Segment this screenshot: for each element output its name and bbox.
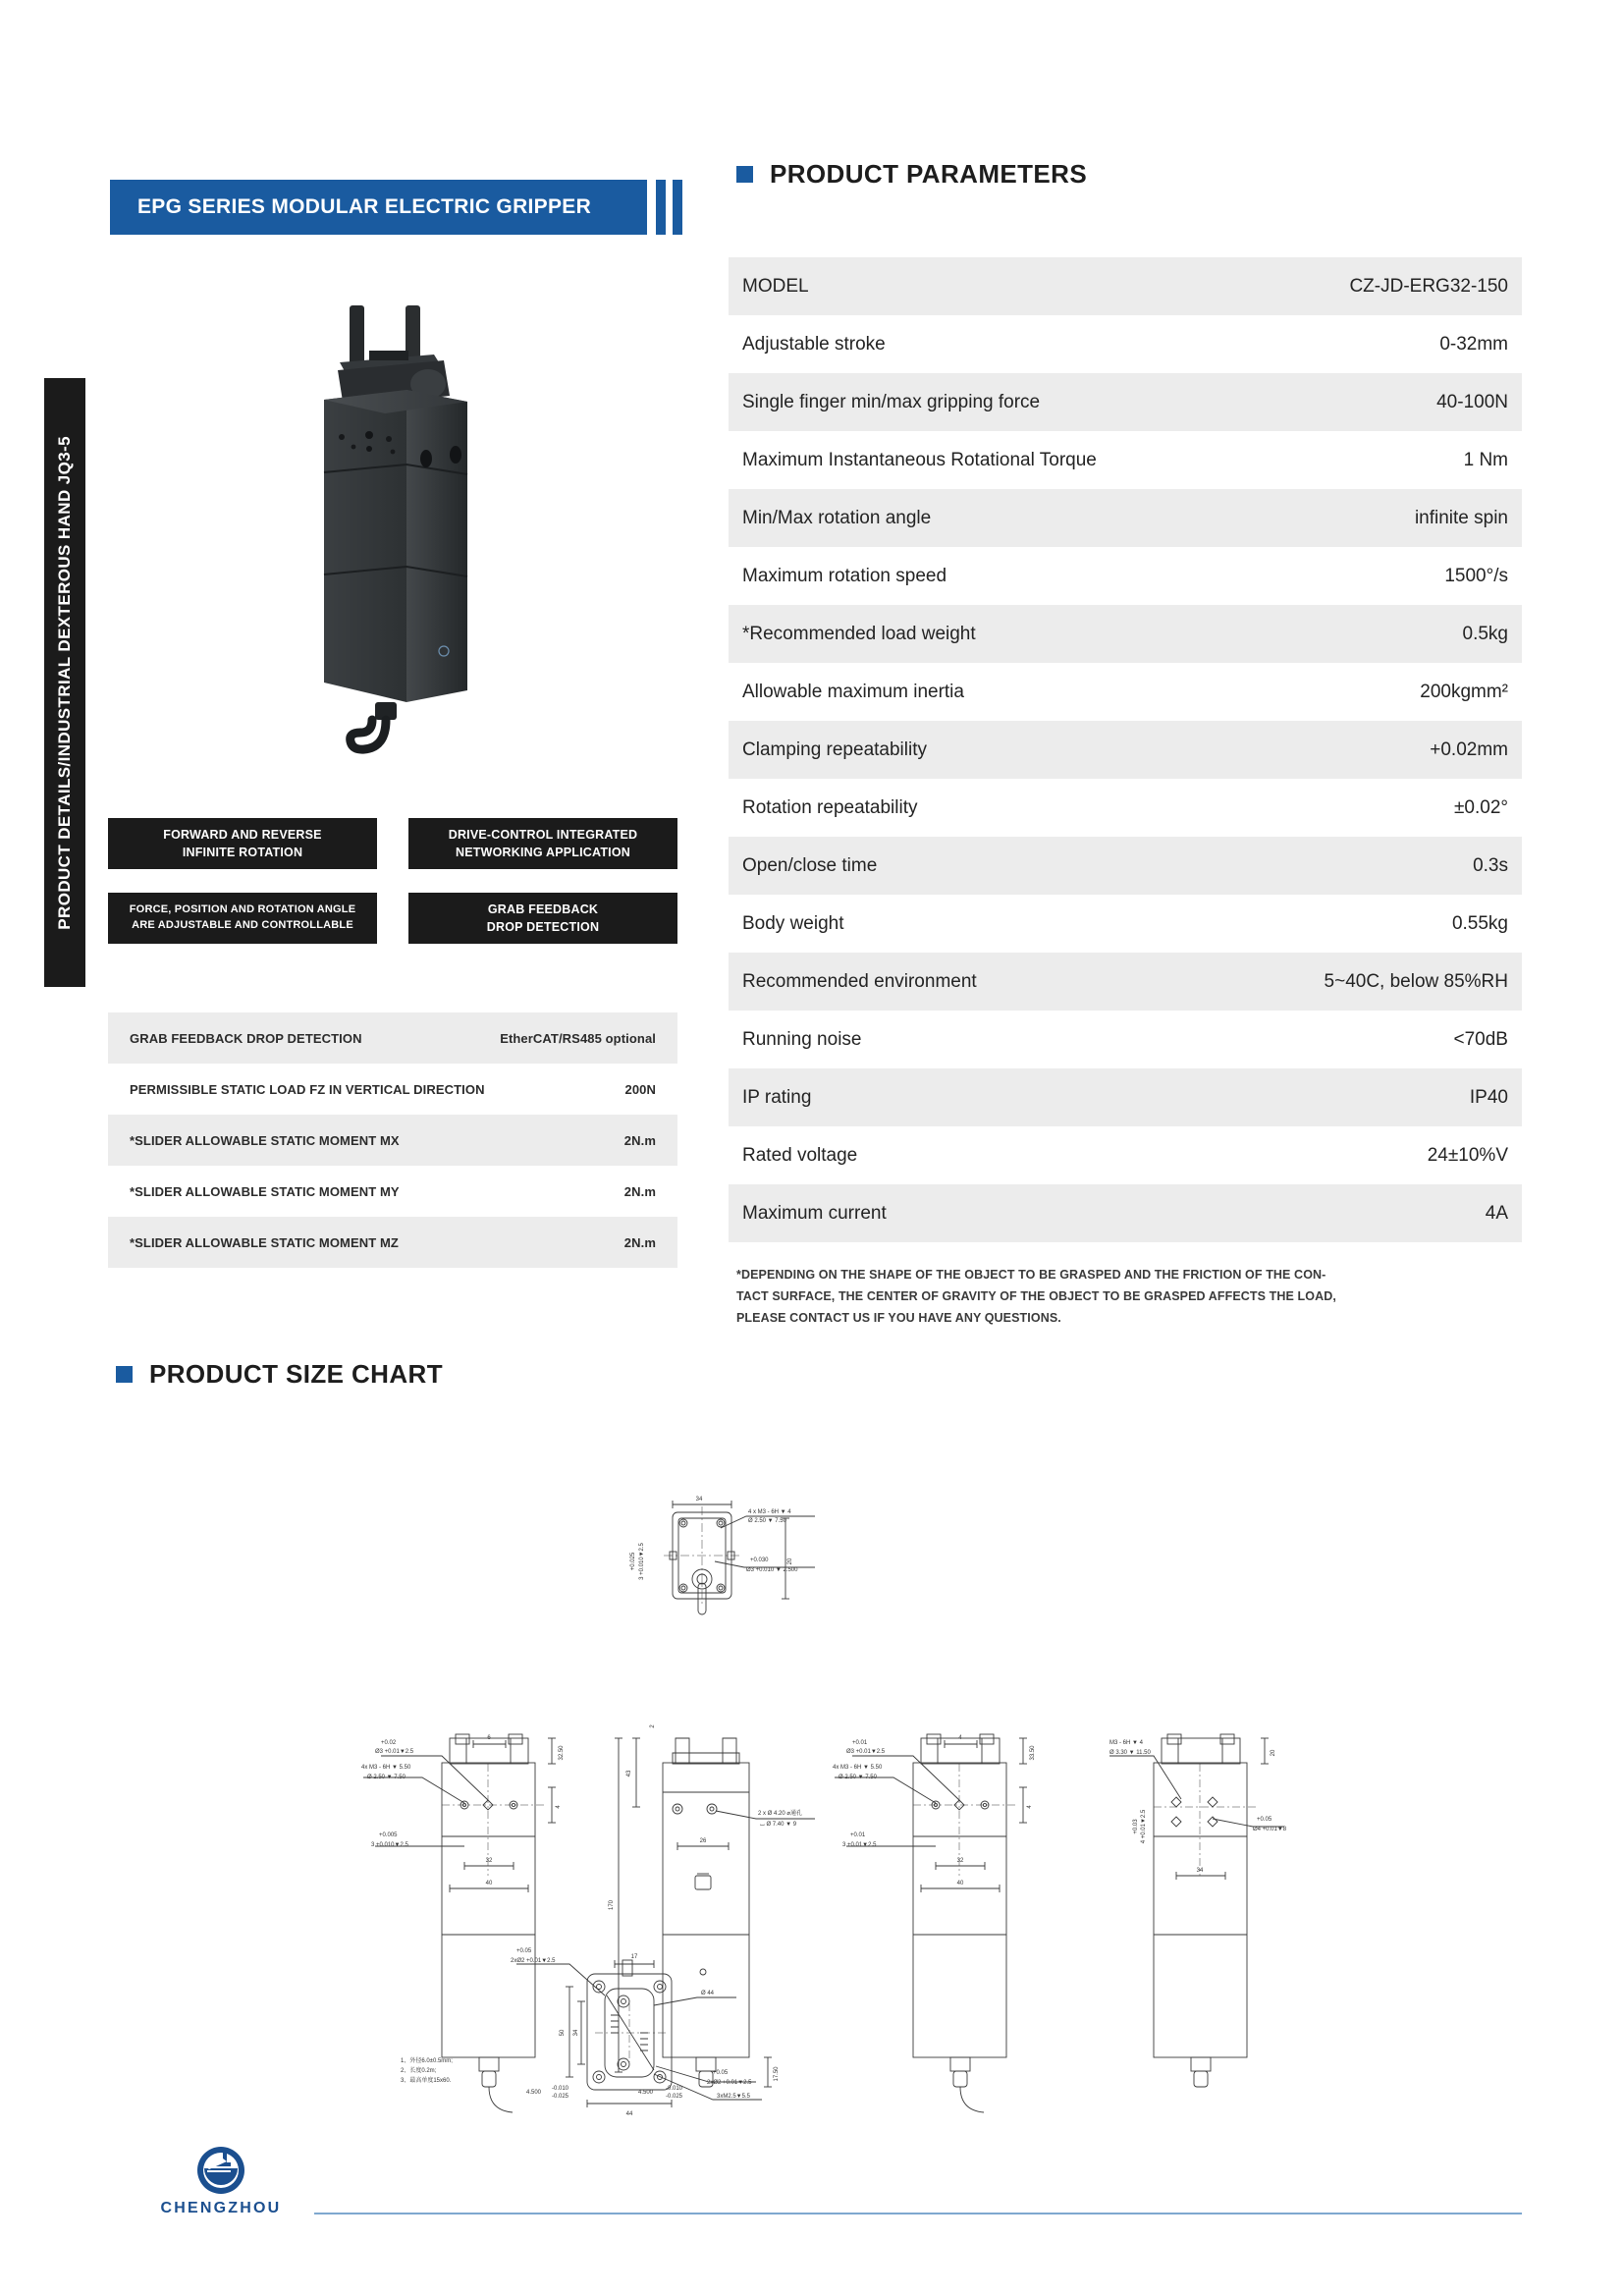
svg-text:-0.010: -0.010 [666,2086,683,2092]
gripper-illustration [295,290,520,781]
parameter-value: ±0.02° [1453,796,1508,818]
product-title-banner [110,180,682,235]
banner-accent-bar-1 [656,180,666,235]
svg-text:Ø 2.50 ▼ 7.50: Ø 2.50 ▼ 7.50 [748,1518,786,1524]
svg-text:-0.025: -0.025 [552,2094,569,2100]
svg-text:170: 170 [609,1899,615,1911]
svg-text:40: 40 [485,1881,493,1886]
svg-text:17.50: 17.50 [774,2066,780,2082]
cad-drawing-set [324,1414,1306,2117]
svg-text:M3 - 6H ▼ 4: M3 - 6H ▼ 4 [1109,1740,1143,1746]
svg-text:+0.03: +0.03 [1133,1819,1139,1834]
svg-text:2xØ2 +0.01▼2.5: 2xØ2 +0.01▼2.5 [707,2080,752,2086]
feature-line-2: NETWORKING APPLICATION [455,846,630,859]
square-bullet-icon [116,1366,133,1383]
footnote-line-2: TACT SURFACE, THE CENTER OF GRAVITY OF THE OBJECT TO BE GRASPED AFFECTS THE LOAD, [736,1288,1336,1303]
parameter-value: 0.55kg [1451,912,1508,934]
table-row [729,1126,1522,1184]
svg-text:20: 20 [787,1558,793,1565]
parameter-label: Maximum Instantaneous Rotational Torque [742,449,1097,470]
feature-row-2 [108,893,677,944]
svg-text:44: 44 [625,2111,633,2117]
product-title-banner-fill [110,180,647,235]
svg-text:3 +0.010▼2.5: 3 +0.010▼2.5 [639,1543,645,1580]
svg-text:4 x M3 - 6H ▼ 4: 4 x M3 - 6H ▼ 4 [748,1509,791,1515]
spec-label: PERMISSIBLE STATIC LOAD FZ IN VERTICAL DIRECTION [130,1081,485,1097]
svg-text:17: 17 [630,1954,638,1960]
svg-text:Ø 44: Ø 44 [701,1991,715,1996]
cable-note-3: 3、最高单度15x60. [401,2078,452,2084]
table-row [729,315,1522,373]
svg-text:+0.02: +0.02 [381,1740,397,1746]
cad-elevation-4 [1109,1734,1287,2087]
feature-line-1: GRAB FEEDBACK [487,902,599,916]
product-title: EPG SERIES MODULAR ELECTRIC GRIPPER [137,195,592,218]
feature-highlights [108,818,677,967]
svg-text:34: 34 [695,1497,703,1503]
vertical-section-tab-label: PRODUCT DETAILS/INDUSTRIAL DEXTEROUS HAND JQ3-5 [55,435,74,930]
feature-line-2: ARE ADJUSTABLE AND CONTROLLABLE [132,919,353,931]
table-row [729,257,1522,315]
parameter-label: Clamping repeatability [742,738,927,760]
svg-text:4: 4 [1027,1805,1033,1809]
svg-text:32: 32 [485,1858,493,1864]
svg-text:+0.01: +0.01 [850,1832,866,1838]
parameters-footnote [736,1265,1522,1330]
footnote-line-1: *DEPENDING ON THE SHAPE OF THE OBJECT TO BE GRASPED AND THE FRICTION OF THE CON- [736,1268,1326,1282]
cable-note-2: 2、长度0.2m; [401,2068,437,2074]
parameter-label: Single finger min/max gripping force [742,391,1041,412]
parameter-value: +0.02mm [1430,738,1508,760]
parameter-value: IP40 [1469,1086,1508,1108]
product-parameters-table [729,257,1522,1242]
vertical-section-tab [44,378,85,987]
parameter-label: MODEL [742,275,809,297]
svg-text:+0.05: +0.05 [1257,1817,1272,1823]
parameter-label: Min/Max rotation angle [742,507,932,528]
svg-text:+0.005: +0.005 [379,1832,398,1838]
parameter-value: 5~40C, below 85%RH [1324,970,1508,992]
cad-elevation-2 [609,1724,815,2087]
spec-value: 2N.m [623,1234,656,1250]
svg-text:4x M3 - 6H ▼ 5.50: 4x M3 - 6H ▼ 5.50 [361,1765,411,1771]
svg-text:34: 34 [573,2029,579,2037]
spec-label: *SLIDER ALLOWABLE STATIC MOMENT MX [130,1132,400,1148]
chengzhou-logo-icon [193,2143,248,2198]
footer-divider [314,2213,1522,2214]
product-parameters-title: PRODUCT PARAMETERS [770,159,1088,189]
feature-box-forward-reverse-rotation [108,818,377,869]
svg-text:+0.030: +0.030 [750,1558,769,1563]
square-bullet-icon [736,166,753,183]
parameter-label: Body weight [742,912,844,934]
parameter-value: <70dB [1453,1028,1508,1050]
parameter-label: Recommended environment [742,970,977,992]
table-row [729,373,1522,431]
table-row [729,605,1522,663]
product-photo [295,290,520,781]
parameter-label: Open/close time [742,854,878,876]
table-row [729,779,1522,837]
svg-text:Ø3 +0.01▼2.5: Ø3 +0.01▼2.5 [375,1749,414,1755]
svg-text:4x M3 - 6H ▼ 5.50: 4x M3 - 6H ▼ 5.50 [833,1765,883,1771]
spec-label: *SLIDER ALLOWABLE STATIC MOMENT MZ [130,1234,399,1250]
feature-line-1: FORCE, POSITION AND ROTATION ANGLE [129,903,356,916]
parameter-value: 0-32mm [1439,333,1508,355]
product-parameters-heading [736,159,1087,190]
parameter-value: CZ-JD-ERG32-150 [1349,275,1508,297]
parameter-label: Maximum rotation speed [742,565,947,586]
table-row [108,1012,677,1064]
parameter-label: *Recommended load weight [742,623,976,644]
table-row [729,837,1522,895]
svg-text:Ø 3.30 ▼ 11.50: Ø 3.30 ▼ 11.50 [1109,1750,1151,1756]
secondary-spec-table [108,1012,677,1268]
svg-text:26: 26 [699,1838,707,1844]
feature-box-force-position-adjustable [108,893,377,944]
banner-accent-bars [656,180,682,235]
svg-text:33.50: 33.50 [1030,1745,1036,1761]
svg-text:6: 6 [487,1735,491,1741]
table-row [108,1064,677,1115]
table-row [108,1217,677,1268]
cad-elevation-1 [361,1734,565,2112]
feature-line-2: INFINITE ROTATION [182,846,303,859]
svg-text:Ø 2.50 ▼ 7.50: Ø 2.50 ▼ 7.50 [839,1775,877,1780]
parameter-value: infinite spin [1414,507,1508,528]
table-row [108,1115,677,1166]
parameter-label: Rated voltage [742,1144,858,1166]
company-name: CHENGZHOU [160,2200,282,2216]
cad-bottom-view [511,1948,762,2117]
company-logo [137,2143,304,2217]
cad-top-view [630,1497,815,1614]
parameter-label: Maximum current [742,1202,887,1224]
product-size-chart-drawings [324,1414,1306,2117]
feature-box-drive-control-networking [408,818,677,869]
product-size-chart-title: PRODUCT SIZE CHART [149,1359,443,1389]
spec-value: 2N.m [623,1132,656,1148]
svg-text:2xØ2 +0.01▼2.5: 2xØ2 +0.01▼2.5 [511,1958,556,1964]
product-size-chart-heading [116,1359,443,1390]
parameter-value: 4A [1485,1202,1508,1224]
svg-text:+0.05: +0.05 [713,2070,729,2076]
svg-text:4.500: 4.500 [526,2090,542,2096]
table-row [729,1011,1522,1068]
spec-label: *SLIDER ALLOWABLE STATIC MOMENT MY [130,1183,400,1199]
cad-elevation-3 [833,1734,1036,2112]
svg-text:50: 50 [560,2029,566,2037]
svg-text:3 +0.010▼2.5: 3 +0.010▼2.5 [371,1842,408,1848]
table-row [729,431,1522,489]
parameter-label: Running noise [742,1028,862,1050]
parameter-label: IP rating [742,1086,812,1108]
spec-value: EtherCAT/RS485 optional [500,1030,656,1046]
svg-text:Ø 2.50 ▼ 7.50: Ø 2.50 ▼ 7.50 [367,1775,406,1780]
parameter-value: 40-100N [1436,391,1508,412]
svg-text:+0.025: +0.025 [630,1552,636,1571]
spec-value: 2N.m [623,1183,656,1199]
parameter-value: 200kgmm² [1420,681,1508,702]
table-row [729,895,1522,953]
table-row [729,1184,1522,1242]
svg-text:Ø3 +0.01▼2.5: Ø3 +0.01▼2.5 [846,1749,886,1755]
svg-text:32.50: 32.50 [559,1745,565,1761]
svg-text:+0.05: +0.05 [516,1948,532,1954]
svg-text:2: 2 [650,1724,656,1728]
svg-text:4: 4 [958,1735,962,1741]
table-row [729,953,1522,1011]
table-row [729,721,1522,779]
svg-text:20: 20 [1271,1749,1276,1757]
svg-text:32: 32 [956,1858,964,1864]
parameter-value: 0.3s [1473,854,1508,876]
table-row [729,663,1522,721]
parameter-label: Rotation repeatability [742,796,918,818]
svg-text:Ø4 +0.01▼8: Ø4 +0.01▼8 [1253,1827,1287,1832]
table-row [108,1166,677,1217]
parameter-value: 24±10%V [1427,1144,1508,1166]
feature-line-1: DRIVE-CONTROL INTEGRATED [448,827,638,842]
feature-line-1: FORWARD AND REVERSE [163,827,322,842]
svg-text:3xM2.5▼5.5: 3xM2.5▼5.5 [717,2094,750,2100]
svg-text:-0.025: -0.025 [666,2094,683,2100]
footnote-line-3: PLEASE CONTACT US IF YOU HAVE ANY QUESTIONS. [736,1310,1061,1325]
table-row [729,547,1522,605]
table-row [729,1068,1522,1126]
svg-text:4 +0.01▼2.5: 4 +0.01▼2.5 [1141,1809,1147,1844]
svg-text:4: 4 [556,1805,562,1809]
spec-value: 200N [624,1081,656,1097]
svg-text:4.500: 4.500 [638,2090,654,2096]
svg-text:⌴ Ø 7.40 ▼ 9: ⌴ Ø 7.40 ▼ 9 [760,1822,797,1828]
parameter-label: Adjustable stroke [742,333,886,355]
feature-row-1 [108,818,677,869]
feature-box-grab-feedback-drop-detection [408,893,677,944]
svg-text:43: 43 [626,1770,632,1777]
parameter-value: 0.5kg [1462,623,1508,644]
svg-text:-0.010: -0.010 [552,2086,569,2092]
table-row [729,489,1522,547]
parameter-label: Allowable maximum inertia [742,681,964,702]
svg-text:Ø3 +0.010 ▼ 2.500: Ø3 +0.010 ▼ 2.500 [746,1567,798,1573]
parameter-value: 1500°/s [1444,565,1508,586]
cable-note-1: 1、外径6.0±0.5mm; [401,2058,453,2064]
feature-line-2: DROP DETECTION [486,920,600,934]
banner-accent-bar-2 [673,180,682,235]
svg-text:40: 40 [956,1881,964,1886]
spec-label: GRAB FEEDBACK DROP DETECTION [130,1030,362,1046]
svg-text:34: 34 [1196,1868,1204,1874]
svg-text:3 +0.01▼2.5: 3 +0.01▼2.5 [842,1842,877,1848]
svg-text:2 x Ø 4.20 ⌀通孔: 2 x Ø 4.20 ⌀通孔 [758,1811,802,1817]
parameter-value: 1 Nm [1463,449,1508,470]
svg-text:+0.01: +0.01 [852,1740,868,1746]
